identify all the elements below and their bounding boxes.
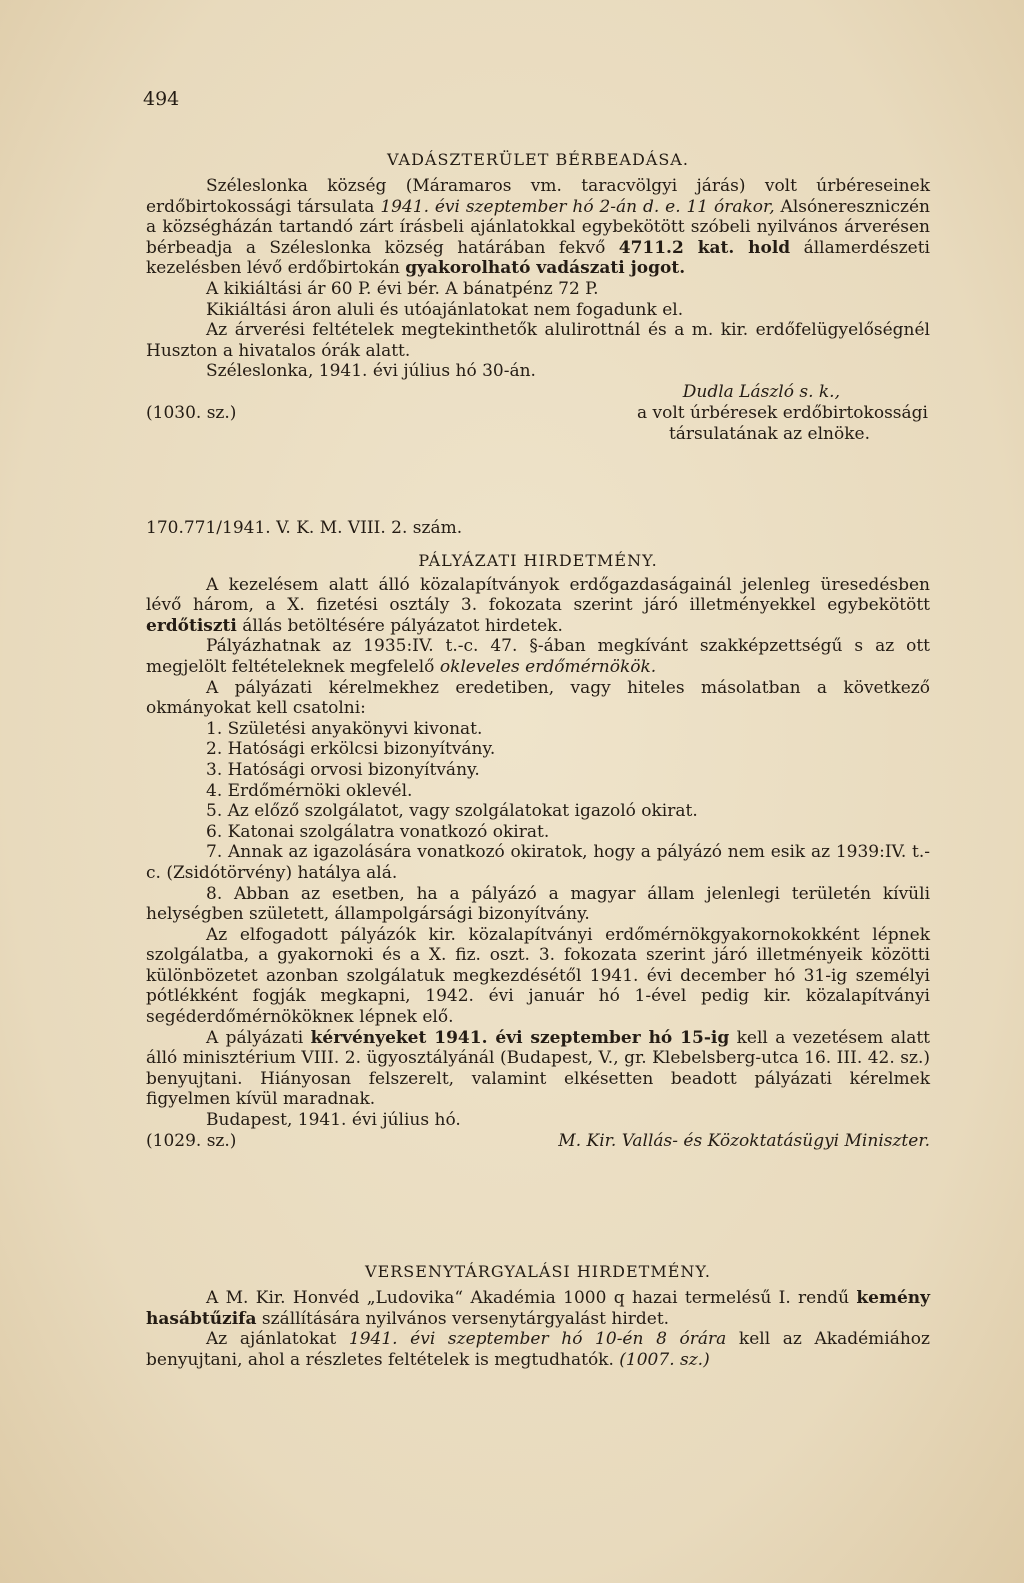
list-item: 6. Katonai szolgálatra vonatkozó okirat.: [206, 821, 550, 842]
list-item: 5. Az előző szolgálatot, vagy szolgálatokat igazoló okirat.: [206, 801, 698, 822]
section-title: PÁLYÁZATI HIRDETMÉNY.: [418, 550, 658, 570]
paragraph: Budapest, 1941. évi július hó.: [206, 1110, 461, 1131]
paragraph: A pályázati kérelmekhez eredetiben, vagy hiteles másolatban a következő okmányokat kell csatolni:: [146, 677, 930, 719]
paragraph: A pályázati kérvényeket 1941. évi szeptember hó 15-ig kell a vezetésem alatt álló minisztérium VIII. 2. ügyosztályánál (Budapest, V., gr. Klebelsberg-utca 16. III. 42. sz.) benyujtani. Hiányosan felszerelt, valamint elkésetten beadott pályázati kérelmek figyelmen kívül maradnak.: [146, 1027, 930, 1110]
page-number: 494: [143, 88, 180, 110]
paragraph: Széleslonka, 1941. évi július hó 30-án.: [206, 361, 536, 382]
document-list: [146, 719, 930, 925]
section-title: VERSENYTÁRGYALÁSI HIRDETMÉNY.: [365, 1262, 711, 1281]
paragraph: Az ajánlatokat 1941. évi szeptember hó 10-én 8 órára kell az Akadémiához benyujtani, ahol a részletes feltételek is megtudhatók. (1007. sz.): [146, 1329, 930, 1370]
paragraph: Az árverési feltételek megtekinthetők alulirottnál és a m. kir. erdőfelügyelőségnél Huszton a hivatalos órák alatt.: [146, 320, 930, 361]
paragraph: A M. Kir. Honvéd „Ludovika“ Akadémia 1000 q hazai termelésű I. rendű kemény hasábtűzifa szállítására nyilvános versenytárgyalást hirdet.: [146, 1288, 930, 1329]
list-item: 2. Hatósági erkölcsi bizonyítvány.: [206, 739, 496, 760]
paragraph: Pályázhatnak az 1935:IV. t.-c. 47. §-ában megkívánt szakképzettségű s az ott megjelölt feltételeknek megfelelő okleveles erdőmérnökök.: [146, 636, 930, 677]
paragraph: A kikiáltási ár 60 P. évi bér. A bánatpénz 72 P.: [206, 278, 599, 299]
list-item: 8. Abban az esetben, ha a pályázó a magyar állam jelenlegi területén kívüli helységben született, állampolgársági bizonyítvány.: [146, 883, 930, 925]
section-title: VADÁSZTERÜLET BÉRBEADÁSA.: [387, 150, 689, 169]
signer-title: a volt úrbéresek erdőbirtokossági: [636, 402, 928, 423]
list-item: 3. Hatósági orvosi bizonyítvány.: [206, 759, 480, 780]
paragraph: Az elfogadott pályázók kir. közalapítványi erdőmérnökgyakornokokként lépnek szolgálatba, a gyakornoki és a X. fiz. oszt. 3. fokozata szerint járó illetményeik közötti különbözetet azonban szolgálatuk megkezdésétől 1941. évi december hó 31-ig személyi pótlékként fogják megkapni, 1942. évi január hó 1-ével pedig kir. közalapítványi segéderdőmérnökökneк lépnek elő.: [146, 924, 930, 1028]
signature-row: [146, 1131, 930, 1152]
paragraph: A kezelésem alatt álló közalapítványok erdőgazdaságainál jelenleg üresedésben lévő három, a X. fizetési osztály 3. fokozata szerint járó illetményekkel egybekötött erdőtiszti állás betöltésére pályázatot hirdetek.: [146, 574, 930, 636]
signer-name: Dudla László s. k.,: [682, 381, 840, 402]
signer-name: M. Kir. Vallás- és Közoktatásügyi Miniszter.: [558, 1130, 930, 1151]
notice-number: (1029. sz.): [146, 1130, 237, 1151]
paragraph: Széleslonka község (Máramaros vm. taracvölgyi járás) volt úrbéreseinek erdőbirtokossági társulata 1941. évi szeptember hó 2-án d. e. 11 órakor, Alsónereszniczén a községházán tartandó zárt írásbeli ajánlatokkal egybekötött szóbeli nyilvános árverésen bérbeadja a Széleslonka község határában fekvő 4711.2 kat. hold államerdészeti kezelésben lévő erdőbirtokán gyakorolható vadászati jogot.: [146, 176, 930, 279]
list-item: 1. Születési anyakönyvi kivonat.: [206, 718, 483, 739]
list-item: 7. Annak az igazolására vonatkozó okiratok, hogy a pályázó nem esik az 1939:IV. t.-c. (Zsidótörvény) hatálya alá.: [146, 842, 930, 883]
signature-row: [146, 403, 930, 424]
section-hunting-lease: [146, 150, 930, 445]
signature-row: [146, 424, 930, 445]
section-procurement-notice: [146, 1262, 930, 1370]
signature-row: [146, 382, 930, 403]
signer-title: társulatának az elnöke.: [668, 423, 870, 444]
paragraph: Kikiáltási áron aluli és utóajánlatokat nem fogadunk el.: [206, 299, 684, 320]
reference-number: 170.771/1941. V. K. M. VIII. 2. szám.: [146, 518, 463, 538]
notice-number: (1030. sz.): [146, 402, 237, 423]
list-item: 4. Erdőmérnöki oklevél.: [206, 780, 413, 801]
section-tender-notice: [146, 518, 930, 1152]
